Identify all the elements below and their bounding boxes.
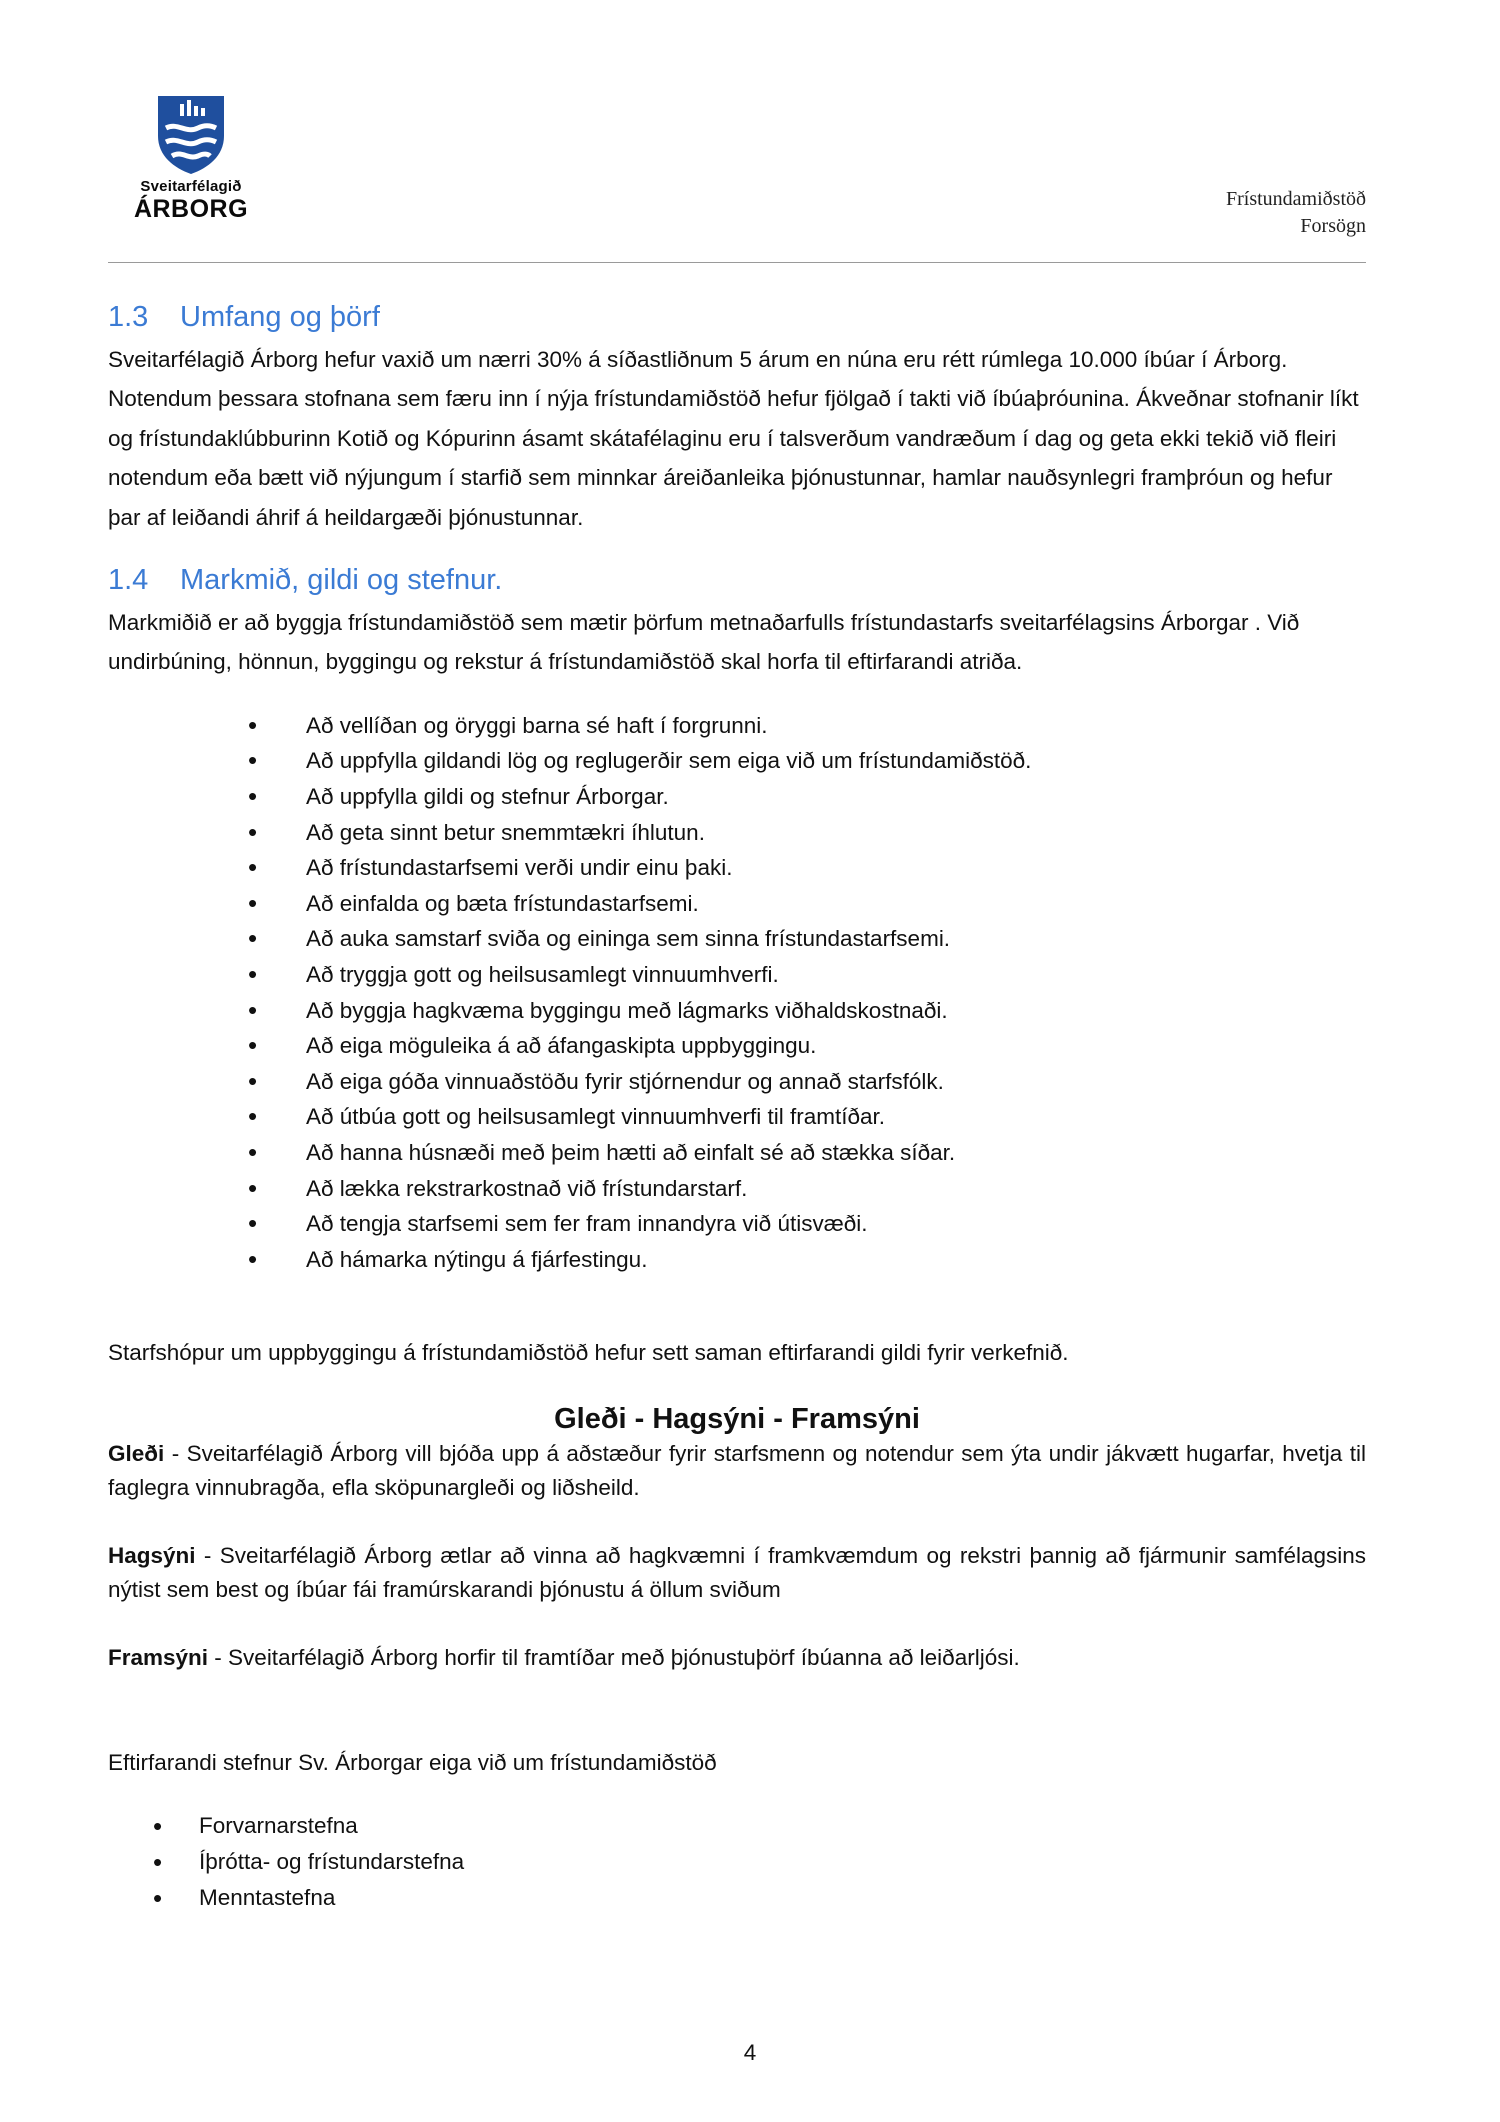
list-item: • Forvarnarstefna xyxy=(153,1808,1366,1844)
section-heading-1-4 xyxy=(108,561,1366,599)
section-1-3-body: Sveitarfélagið Árborg hefur vaxið um nærri 30% á síðastliðnum 5 árum en núna eru rétt rúmlega 10.000 íbúar í Árborg. Notendum þessara stofnana sem færu inn í nýja frístundamiðstöð hefur fjölgað í takti við íbúaþróunina. Ákveðnar stofnanir líkt og frístundaklúbburinn Kotið og Kópurinn ásamt skátafélaginu eru í talsverðum vandræðum í dag og geta ekki tekið við fleiri notendum eða bætt við nýjungum í starfið sem minnkar áreiðanleika þjónustunnar, hamlar nauðsynlegri framþróun og hefur þar af leiðandi áhrif á heildargæði þjónustunnar. xyxy=(108,347,1359,530)
value-definition-hagsyni xyxy=(108,1539,1366,1607)
list-item: • Að uppfylla gildi og stefnur Árborgar. xyxy=(248,779,1366,815)
value-term: Gleði xyxy=(108,1440,165,1466)
list-item: • Að vellíðan og öryggi barna sé haft í forgrunni. xyxy=(248,708,1366,744)
logo-wordmark xyxy=(126,178,256,222)
header-divider xyxy=(108,262,1366,263)
arborg-shield-icon xyxy=(156,94,226,176)
list-item: • Að eiga möguleika á að áfangaskipta uppbyggingu. xyxy=(248,1028,1366,1064)
list-item: • Að lækka rekstrarkostnað við frístundarstarf. xyxy=(248,1171,1366,1207)
page-number: 4 xyxy=(743,2040,757,2065)
value-text: - Sveitarfélagið Árborg ætlar að vinna að hagkvæmni í framkvæmdum og rekstri þannig að fjármunir samfélagsins nýtist sem best og íbúar fái framúrskarandi þjónustu á öllum sviðum xyxy=(108,1542,1366,1602)
logo-line-1: Sveitarfélagið xyxy=(140,178,242,195)
list-item: • Að frístundastarfsemi verði undir einu þaki. xyxy=(248,850,1366,886)
section-heading-1-3 xyxy=(108,298,1366,336)
list-item: • Að útbúa gott og heilsusamlegt vinnuumhverfi til framtíðar. xyxy=(248,1099,1366,1135)
section-1-4-body: Markmiðið er að byggja frístundamiðstöð sem mætir þörfum metnaðarfulls frístundastarfs sveitarfélagsins Árborgar . Við undirbúning, hönnun, byggingu og rekstur á frístundamiðstöð skal horfa til eftirfarandi atriða. xyxy=(108,610,1300,675)
section-title: Markmið, gildi og stefnur. xyxy=(180,564,503,597)
list-item: • Menntastefna xyxy=(153,1880,1366,1916)
main-content xyxy=(108,298,1366,1916)
logo-line-2: ÁRBORG xyxy=(133,195,249,223)
value-term: Hagsýni xyxy=(108,1542,196,1568)
list-item: • Að byggja hagkvæma byggingu með lágmarks viðhaldskostnaði. xyxy=(248,993,1366,1029)
list-item: • Að auka samstarf sviða og eininga sem sinna frístundastarfsemi. xyxy=(248,921,1366,957)
value-text: - Sveitarfélagið Árborg horfir til framtíðar með þjónustuþörf íbúanna að leiðarljósi. xyxy=(208,1644,1020,1670)
values-title: Gleði - Hagsýni - Framsýni xyxy=(554,1402,920,1435)
list-item: • Að tengja starfsemi sem fer fram innandyra við útisvæði. xyxy=(248,1206,1366,1242)
header-subtitle: Forsögn xyxy=(1300,215,1366,237)
value-definition-framsyni xyxy=(108,1641,1366,1675)
policies-intro: Eftirfarandi stefnur Sv. Árborgar eiga við um frístundamiðstöð xyxy=(108,1749,717,1775)
header-title: Frístundamiðstöð xyxy=(1225,188,1366,210)
arborg-logo xyxy=(126,94,256,224)
list-item: • Íþrótta- og frístundarstefna xyxy=(153,1844,1366,1880)
section-number: 1.3 xyxy=(108,301,149,333)
list-item: • Að hámarka nýtingu á fjárfestingu. xyxy=(248,1242,1366,1278)
policies-list xyxy=(108,1808,1366,1916)
list-item: • Að geta sinnt betur snemmtækri íhlutun. xyxy=(248,815,1366,851)
list-item: • Að hanna húsnæði með þeim hætti að einfalt sé að stækka síðar. xyxy=(248,1135,1366,1171)
list-item: • Að einfalda og bæta frístundastarfsemi. xyxy=(248,886,1366,922)
team-statement: Starfshópur um uppbyggingu á frístundamiðstöð hefur sett saman eftirfarandi gildi fyrir verkefnið. xyxy=(108,1340,1069,1366)
section-title: Umfang og þörf xyxy=(180,301,380,333)
value-text: - Sveitarfélagið Árborg vill bjóða upp á aðstæður fyrir starfsmenn og notendur sem ýta undir jákvætt hugarfar, hvetja til faglegra vinnubragða, efla sköpunargleði og liðsheild. xyxy=(108,1440,1366,1500)
value-definition-gledi xyxy=(108,1437,1366,1505)
document-header xyxy=(1226,186,1366,240)
value-term: Framsýni xyxy=(108,1644,209,1670)
goals-list xyxy=(108,708,1366,1278)
section-number: 1.4 xyxy=(108,564,149,597)
list-item: • Að tryggja gott og heilsusamlegt vinnuumhverfi. xyxy=(248,957,1366,993)
list-item: • Að uppfylla gildandi lög og reglugerðir sem eiga við um frístundamiðstöð. xyxy=(248,743,1366,779)
list-item: • Að eiga góða vinnuaðstöðu fyrir stjórnendur og annað starfsfólk. xyxy=(248,1064,1366,1100)
